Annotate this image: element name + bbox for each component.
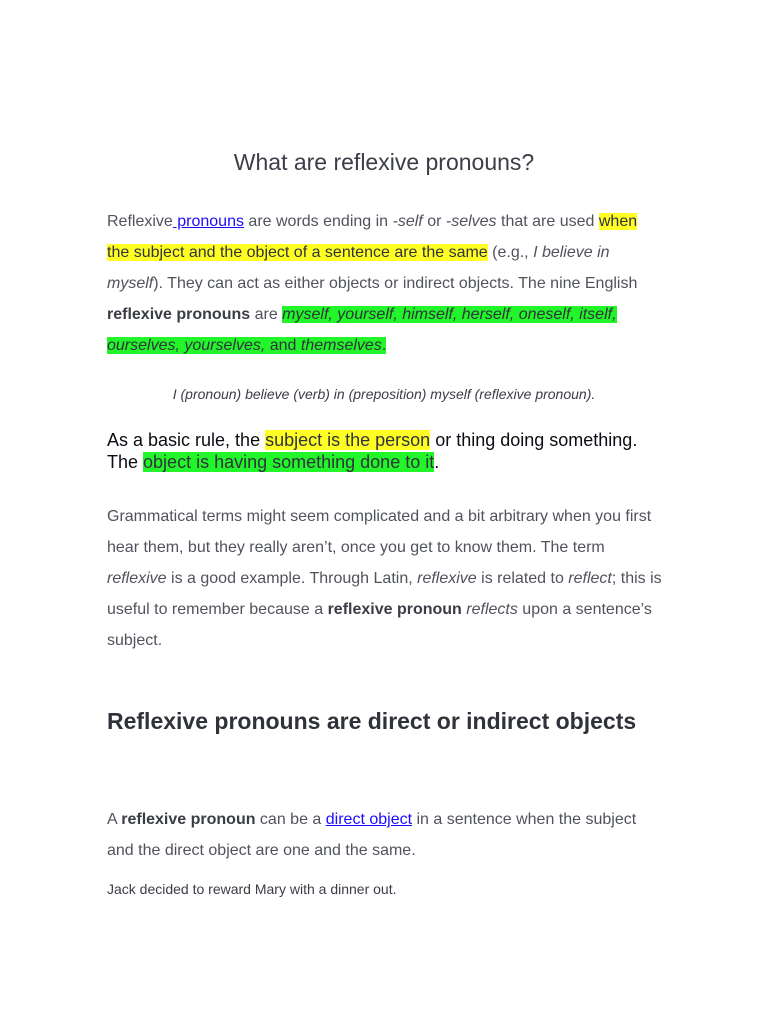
intro-text: that are used (496, 213, 599, 230)
intro-text: (e.g., (487, 244, 534, 261)
para-text: is a good example. Through Latin, (166, 570, 418, 587)
italic-word: reflexive (417, 570, 477, 587)
para-text: A (107, 811, 122, 828)
example-sentence: I (pronoun) believe (verb) in (preposition) myself (reflexive pronoun). (172, 386, 596, 402)
para-text: ; this is useful to remember because a (107, 570, 662, 618)
rule-text: or thing doing something. The (107, 430, 638, 472)
self-suffix: -self (392, 213, 423, 230)
para-text: can be a (255, 811, 326, 828)
basic-rule (107, 429, 667, 473)
intro-text: or (422, 213, 446, 230)
para-text: is related to (476, 570, 569, 587)
intro-text: ). They can act as either objects or indirect objects. The nine English (153, 275, 638, 292)
para-text: in a sentence when the subject and the direct object are one and the same. (107, 811, 637, 859)
italic-word: reflexive (107, 570, 167, 587)
pronouns-link[interactable]: pronouns (172, 213, 244, 230)
intro-text: are (250, 306, 283, 323)
selves-suffix: -selves (445, 213, 497, 230)
rule-text: . (434, 452, 440, 472)
pronoun-list-part1: myself, yourself, himself, herself, oneself, itself, ourselves, yourselves, (107, 306, 617, 354)
pronoun-list-end: . (381, 337, 387, 354)
para-text: upon a sentence’s subject. (107, 601, 652, 649)
rule-text: As a basic rule, the (107, 430, 266, 450)
bold-term: reflexive pronoun (121, 811, 256, 828)
example-sentence-2: Jack decided to reward Mary with a dinner out. (107, 881, 397, 897)
direct-object-link[interactable]: direct object (325, 811, 413, 828)
bold-term: reflexive pronouns (107, 306, 251, 323)
italic-word: reflects (466, 601, 518, 618)
highlight-same: when the subject and the object of a sentence are the same (107, 213, 638, 261)
direct-object-paragraph (107, 804, 657, 866)
intro-text: are words ending in (243, 213, 393, 230)
example-italic: I believe in myself (107, 244, 610, 292)
pronoun-list-and: and (265, 337, 301, 354)
page-title: What are reflexive pronouns? (233, 149, 535, 175)
highlight-subject: subject is the person (265, 430, 431, 450)
grammatical-terms-paragraph (107, 501, 667, 656)
pronoun-list-part2: themselves (300, 337, 382, 354)
para-text: Grammatical terms might seem complicated and a bit arbitrary when you first hear them, but they really aren’t, once you get to know them. The term (107, 508, 652, 556)
bold-term: reflexive pronoun (327, 601, 462, 618)
intro-paragraph (107, 206, 657, 361)
intro-text: Reflexive (107, 213, 173, 230)
section-heading: Reflexive pronouns are direct or indirect objects (107, 708, 637, 734)
italic-word: reflect (568, 570, 612, 587)
highlight-object: object is having something done to it (143, 452, 435, 472)
